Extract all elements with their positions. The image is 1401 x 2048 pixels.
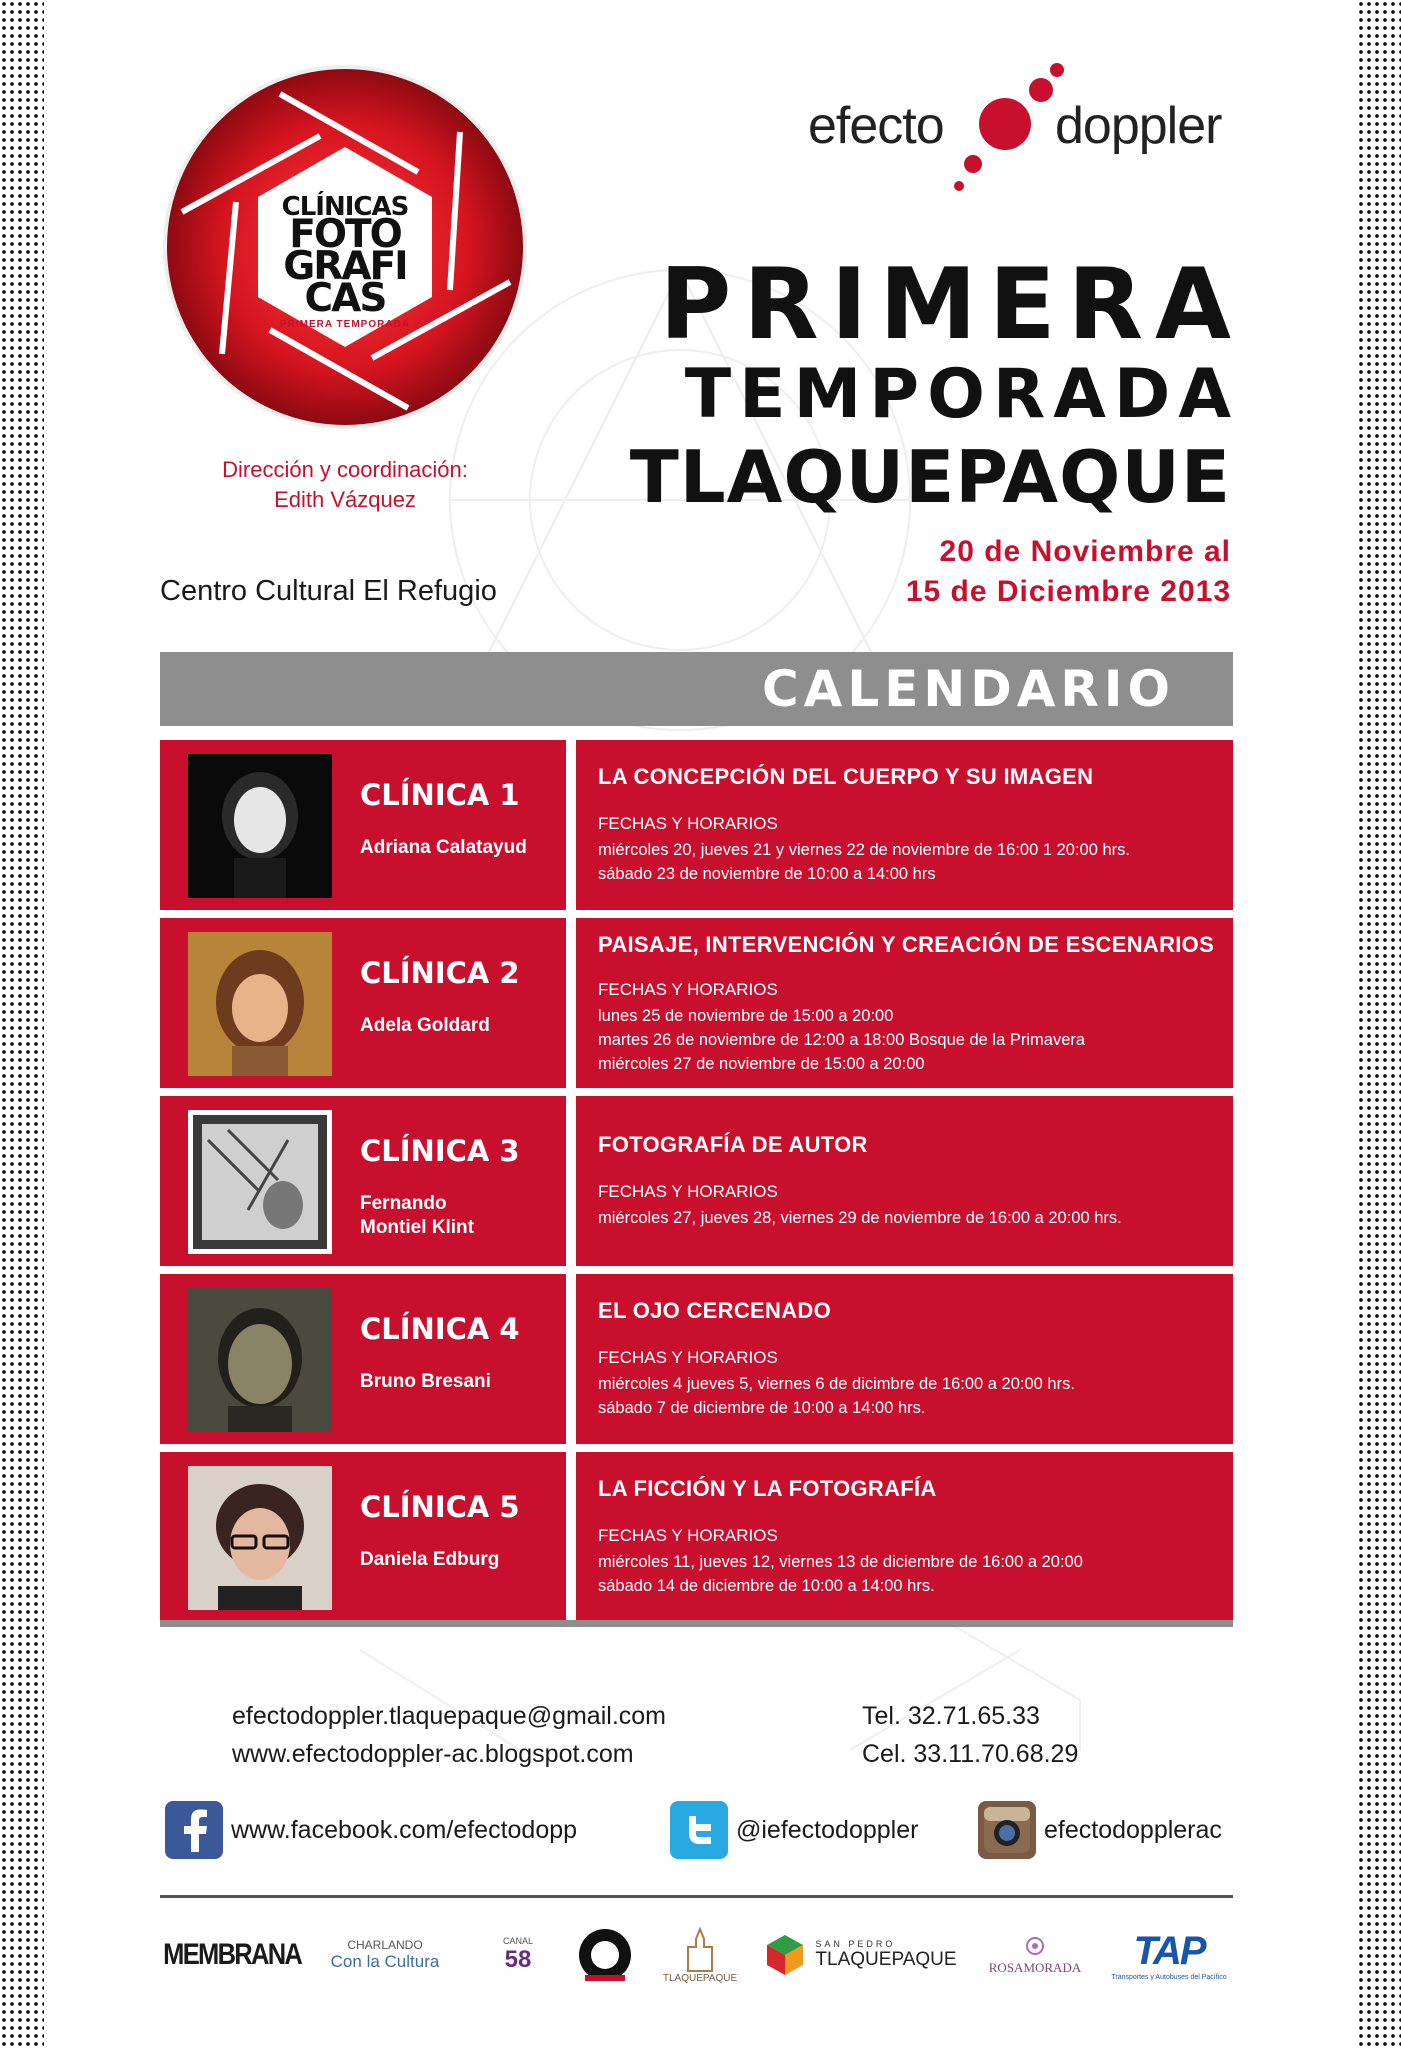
clinic-details (576, 1274, 1233, 1444)
tap-logo-text: TAP (1133, 1929, 1205, 1973)
church-icon (680, 1927, 720, 1973)
clinic-cell (160, 1274, 566, 1444)
schedule-line: sábado 7 de diciembre de 10:00 a 14:00 hrs. (598, 1399, 926, 1417)
clinic-instructor (360, 1192, 560, 1240)
flower-icon (1020, 1934, 1050, 1960)
headline-line-3: TLAQUEPAQUE (629, 435, 1231, 519)
instagram-handle[interactable]: efectodopplerac (1044, 1815, 1222, 1844)
schedule-label: FECHAS Y HORARIOS (598, 1348, 778, 1367)
instagram-icon (978, 1801, 1036, 1859)
schedule-line: miércoles 27 de noviembre de 15:00 a 20:00 (598, 1055, 925, 1073)
clinic-instructor: Bruno Bresani (360, 1371, 491, 1392)
headline-line-1: PRIMERA (659, 248, 1243, 362)
sponsor-charlando (310, 1915, 460, 1995)
clinic-instructor: Daniela Edburg (360, 1549, 500, 1570)
sponsor-canal-58 (478, 1915, 558, 1995)
calendar-title: CALENDARIO (761, 660, 1175, 718)
clinic-details (576, 740, 1233, 910)
facebook-icon (165, 1801, 223, 1859)
dotted-border-left (0, 0, 44, 2048)
schedule-line: miércoles 4 jueves 5, viernes 6 de dicimbre de 16:00 a 20:00 hrs. (598, 1375, 1075, 1393)
contact-web (232, 1697, 666, 1773)
logo-line-4: CAS (304, 276, 386, 321)
twitter-icon (670, 1801, 728, 1859)
calendar-table (160, 740, 1233, 1627)
brand-right: doppler (1055, 97, 1222, 155)
table-row (160, 740, 1233, 910)
calendar-bottom-bar (160, 1620, 1233, 1627)
schedule-label: FECHAS Y HORARIOS (598, 1526, 778, 1545)
sponsor-san-pedro (760, 1915, 960, 1995)
twitter-handle[interactable]: @iefectodoppler (736, 1815, 919, 1844)
headline (629, 248, 1243, 519)
membrana-logo-text: MEMBRANA (163, 1938, 302, 1971)
sponsor-tlaquepaque-church (655, 1915, 745, 1995)
clinic-title: CLÍNICA 2 (360, 956, 520, 990)
sponsor-el-ombligo (570, 1915, 640, 1995)
schedule-line: lunes 25 de noviembre de 15:00 a 20:00 (598, 1007, 894, 1025)
schedule-line: miércoles 27, jueves 28, viernes 29 de noviembre de 16:00 a 20:00 hrs. (598, 1209, 1122, 1227)
instructor-second-line: Montiel Klint (360, 1217, 474, 1238)
schedule-list (598, 1206, 1122, 1230)
logo-line-3: GRAFI (283, 244, 407, 289)
clinic-cell (160, 1096, 566, 1266)
social-facebook[interactable] (165, 1800, 577, 1860)
clinic-instructor: Adela Goldard (360, 1015, 490, 1036)
clinic-cell (160, 918, 566, 1088)
tap-subtitle: Transportes y Autobuses del Pacífico (1111, 1974, 1227, 1981)
sanpedro-bottom: TLAQUEPAQUE (815, 1949, 957, 1970)
contact-tel: Tel. 32.71.65.33 (862, 1702, 1040, 1730)
photo-daniela (188, 1466, 332, 1610)
schedule-list (598, 1372, 1075, 1420)
schedule-list (598, 1550, 1083, 1598)
schedule-label: FECHAS Y HORARIOS (598, 814, 778, 833)
headline-line-2: TEMPORADA (684, 355, 1239, 434)
credits-role: Dirección y coordinación: (222, 457, 468, 482)
contact-phone (862, 1697, 1078, 1773)
dates-line-2: 15 de Diciembre 2013 (905, 575, 1231, 608)
schedule-list (598, 838, 1130, 886)
sponsor-membrana (160, 1915, 305, 1995)
photo-fernando (188, 1110, 332, 1254)
credits (160, 455, 530, 515)
logo-line-1: CLÍNICAS (281, 192, 409, 222)
canal-label: CANAL (502, 1936, 533, 1946)
facebook-url[interactable]: www.facebook.com/efectodopp (231, 1815, 578, 1844)
clinic-details (576, 918, 1233, 1088)
instructor-first-line: Fernando (360, 1193, 447, 1214)
brand-left: efecto (808, 97, 944, 155)
canal-number: 58 (504, 1946, 532, 1973)
event-dates (906, 532, 1231, 612)
clinic-cell (160, 740, 566, 910)
schedule-label: FECHAS Y HORARIOS (598, 980, 778, 999)
clinic-topic: FOTOGRAFÍA DE AUTOR (598, 1132, 868, 1157)
logo-text (260, 192, 430, 330)
sponsor-badge-icon (575, 1925, 635, 1985)
clinic-title: CLÍNICA 5 (360, 1490, 520, 1524)
table-row (160, 918, 1233, 1088)
schedule-list (598, 1004, 1085, 1076)
calendar-header (160, 652, 1233, 726)
schedule-line: sábado 23 de noviembre de 10:00 a 14:00 hrs (598, 865, 936, 883)
social-twitter[interactable] (670, 1800, 918, 1860)
schedule-label: FECHAS Y HORARIOS (598, 1182, 778, 1201)
clinic-title: CLÍNICA 1 (360, 778, 520, 812)
clinic-details (576, 1452, 1233, 1622)
schedule-line: miércoles 20, jueves 21 y viernes 22 de noviembre de 16:00 1 20:00 hrs. (598, 841, 1130, 859)
tlaquepaque-small-text: TLAQUEPAQUE (662, 1972, 738, 1984)
clinic-title: CLÍNICA 3 (360, 1134, 520, 1168)
social-instagram[interactable] (978, 1800, 1222, 1860)
venue: Centro Cultural El Refugio (160, 575, 497, 607)
rosamorada-text: ROSAMORADA (988, 1960, 1082, 1975)
sponsor-tap (1105, 1915, 1233, 1995)
cube-icon (763, 1933, 807, 1977)
schedule-line: martes 26 de noviembre de 12:00 a 18:00 Bosque de la Primavera (598, 1031, 1086, 1049)
footer-divider (160, 1895, 1233, 1898)
table-row (160, 1096, 1233, 1266)
charlando-bottom: Con la Cultura (330, 1952, 440, 1971)
contact-email[interactable]: efectodoppler.tlaquepaque@gmail.com (232, 1702, 666, 1730)
table-row (160, 1452, 1233, 1622)
clinic-cell (160, 1452, 566, 1622)
clinic-instructor: Adriana Calatayud (360, 837, 527, 858)
clinic-title: CLÍNICA 4 (360, 1312, 520, 1346)
schedule-line: miércoles 11, jueves 12, viernes 13 de diciembre de 16:00 a 20:00 (598, 1553, 1083, 1571)
logo-line-2: FOTO (289, 212, 401, 257)
credits-name: Edith Vázquez (274, 487, 416, 512)
photo-bruno (188, 1288, 332, 1432)
contact-cel: Cel. 33.11.70.68.29 (862, 1740, 1079, 1768)
sanpedro-top: SAN PEDRO (815, 1939, 896, 1949)
photo-adela (188, 932, 332, 1076)
logo-subtitle: PRIMERA TEMPORADA (280, 319, 410, 330)
clinic-topic: PAISAJE, INTERVENCIÓN Y CREACIÓN DE ESCENARIOS (598, 932, 1215, 957)
contact-website[interactable]: www.efectodoppler-ac.blogspot.com (232, 1740, 634, 1768)
clinic-topic: LA CONCEPCIÓN DEL CUERPO Y SU IMAGEN (598, 764, 1094, 789)
clinic-details (576, 1096, 1233, 1266)
sponsors-strip (160, 1915, 1233, 1995)
table-row (160, 1274, 1233, 1444)
photo-adriana (188, 754, 332, 898)
dotted-border-right (1357, 0, 1401, 2048)
clinic-topic: EL OJO CERCENADO (598, 1298, 831, 1323)
sponsor-rosamorada (975, 1915, 1095, 1995)
charlando-top: CHARLANDO (347, 1938, 423, 1952)
efecto-doppler-logo (800, 62, 1240, 192)
schedule-line: sábado 14 de diciembre de 10:00 a 14:00 hrs. (598, 1577, 935, 1595)
clinic-topic: LA FICCIÓN Y LA FOTOGRAFÍA (598, 1476, 937, 1501)
dates-line-1: 20 de Noviembre al (939, 535, 1231, 568)
